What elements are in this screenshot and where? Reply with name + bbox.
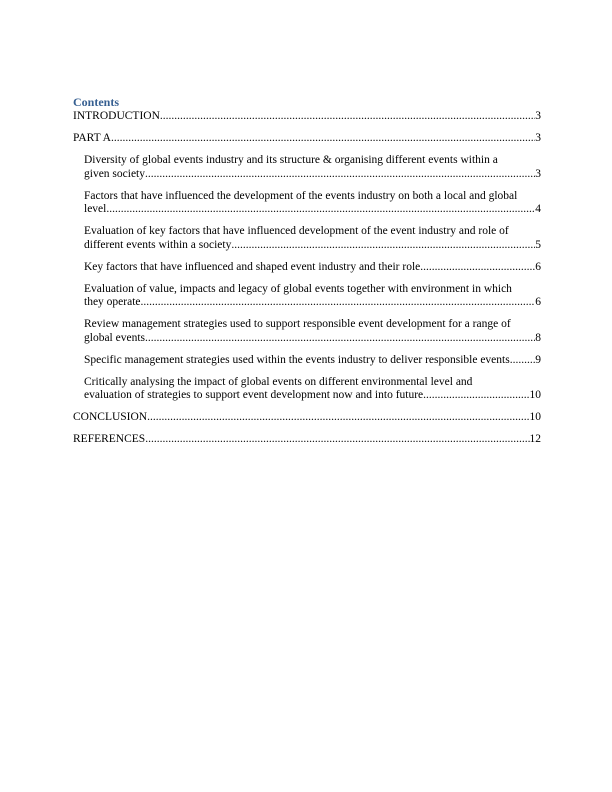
table-of-contents bbox=[73, 95, 541, 455]
toc-page-number: 3 bbox=[535, 110, 541, 122]
toc-entry-first-line: Critically analysing the impact of global events on different environmental level and bbox=[84, 375, 473, 388]
toc-entry-text: PART A bbox=[73, 132, 111, 144]
toc-entry-evaluation-key-factors[interactable] bbox=[73, 225, 541, 252]
toc-entry-references[interactable] bbox=[73, 433, 541, 447]
toc-entry-text: INTRODUCTION bbox=[73, 110, 160, 122]
toc-entry-text: different events within a society bbox=[84, 238, 232, 251]
toc-entry-first-line: Evaluation of value, impacts and legacy of global events together with environment in which bbox=[84, 282, 512, 295]
toc-page-number: 3 bbox=[535, 167, 541, 180]
toc-entry-conclusion[interactable] bbox=[73, 411, 541, 425]
toc-leader bbox=[147, 411, 529, 425]
toc-page-number: 3 bbox=[535, 132, 541, 144]
toc-entry-part-a[interactable] bbox=[73, 132, 541, 146]
toc-entry-text: global events bbox=[84, 331, 145, 344]
toc-entry-text: Specific management strategies used within the events industry to deliver responsible events bbox=[84, 353, 510, 366]
toc-leader bbox=[145, 332, 535, 346]
toc-page-number: 5 bbox=[535, 238, 541, 251]
toc-entry-text: evaluation of strategies to support event development now and into future bbox=[84, 389, 424, 401]
toc-entry-specific-strategies[interactable] bbox=[73, 354, 541, 368]
toc-page-number: 10 bbox=[529, 411, 541, 423]
toc-entry-critically-analysing[interactable] bbox=[73, 376, 541, 403]
toc-leader bbox=[231, 239, 535, 253]
toc-entry-introduction[interactable] bbox=[73, 110, 541, 124]
toc-entry-review-strategies[interactable] bbox=[73, 318, 541, 345]
toc-leader bbox=[145, 168, 535, 182]
toc-page-number: 6 bbox=[535, 260, 541, 273]
toc-page-number: 4 bbox=[535, 203, 541, 215]
toc-page-number: 10 bbox=[529, 389, 541, 401]
toc-leader bbox=[160, 110, 535, 124]
toc-page-number: 6 bbox=[535, 296, 541, 308]
toc-entry-evaluation-value[interactable] bbox=[73, 283, 541, 310]
toc-leader bbox=[423, 389, 529, 403]
toc-entry-key-factors[interactable] bbox=[73, 261, 541, 275]
toc-page-number: 9 bbox=[535, 353, 541, 366]
toc-leader bbox=[106, 203, 535, 217]
toc-leader bbox=[111, 132, 535, 146]
toc-leader bbox=[141, 296, 536, 310]
toc-entry-text: given society bbox=[84, 167, 145, 180]
toc-page-number: 8 bbox=[535, 331, 541, 344]
toc-entry-first-line: Evaluation of key factors that have influenced development of the event industry and role of bbox=[84, 225, 509, 237]
toc-leader bbox=[510, 354, 536, 368]
toc-entry-diversity[interactable] bbox=[73, 154, 541, 181]
toc-leader bbox=[145, 433, 529, 447]
toc-entry-factors[interactable] bbox=[73, 190, 541, 217]
toc-entry-first-line: Factors that have influenced the development of the events industry on both a local and global bbox=[84, 189, 518, 202]
toc-entry-first-line: Diversity of global events industry and its structure & organising different events within a bbox=[84, 154, 498, 166]
toc-entry-text: level bbox=[84, 203, 107, 215]
toc-entry-first-line: Review management strategies used to support responsible event development for a range of bbox=[84, 318, 511, 330]
toc-entry-text: CONCLUSION bbox=[73, 411, 148, 423]
toc-page-number: 12 bbox=[529, 433, 541, 445]
contents-heading: Contents bbox=[73, 95, 120, 109]
toc-leader bbox=[420, 261, 535, 275]
toc-entry-text: REFERENCES bbox=[73, 433, 146, 445]
toc-entry-text: they operate bbox=[84, 296, 141, 308]
toc-entry-text: Key factors that have influenced and shaped event industry and their role bbox=[84, 260, 421, 273]
